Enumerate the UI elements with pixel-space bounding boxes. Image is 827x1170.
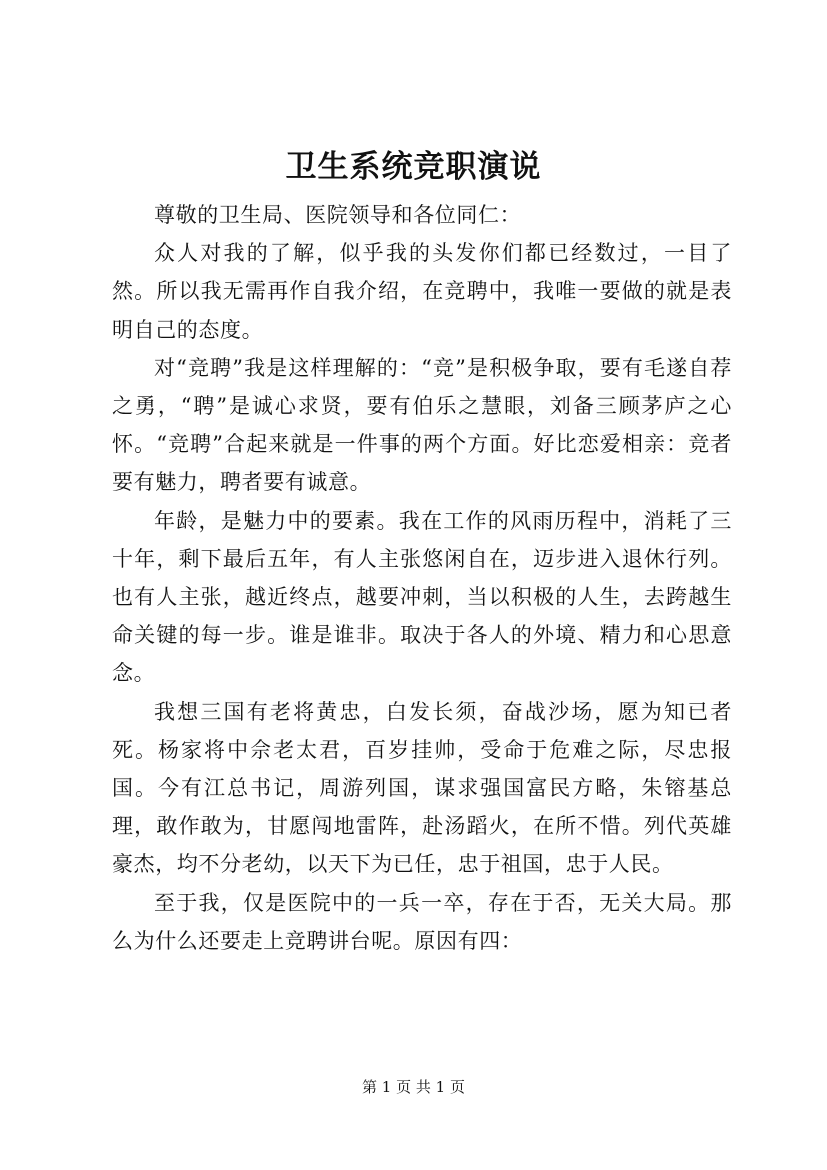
paragraph-age: 年龄，是魅力中的要素。我在工作的风雨历程中，消耗了三十年，剩下最后五年，有人主张悠闲自在，迈步进入退休行列。也有人主张，越近终点，越要冲刺，当以积极的人生，去跨越生命关键的每一步。谁是谁非。取决于各人的外境、精力和心思意念。	[112, 508, 732, 686]
paragraph-examples: 我想三国有老将黄忠，白发长须，奋战沙场，愿为知已者死。杨家将中佘老太君，百岁挂帅，受命于危难之际，尽忠报国。今有江总书记，周游列国，谋求强国富民方略，朱镕基总理，敢作敢为，甘愿闯地雷阵，赴汤蹈火，在所不惜。列代英雄豪杰，均不分老幼，以天下为已任，忠于祖国，忠于人民。	[112, 699, 732, 877]
page-footer: 第 1 页 共 1 页	[362, 1078, 465, 1096]
paragraph-salutation: 尊敬的卫生局、医院领导和各位同仁：	[154, 203, 522, 227]
paragraph-introduction: 众人对我的了解，似乎我的头发你们都已经数过，一目了然。所以我无需再作自我介绍，在竞聘中，我唯一要做的就是表明自己的态度。	[112, 241, 732, 342]
paragraph-understanding: 对“竞聘”我是这样理解的：“竞”是积极争取，要有毛遂自荐之勇，“聘”是诚心求贤，要有伯乐之慧眼，刘备三顾茅庐之心怀。“竞聘”合起来就是一件事的两个方面。好比恋爱相亲：竞者要有魅力，聘者要有诚意。	[112, 355, 732, 495]
paragraph-reasons: 至于我，仅是医院中的一兵一卒，存在于否，无关大局。那么为什么还要走上竞聘讲台呢。原因有四：	[112, 890, 732, 953]
document-title: 卫生系统竞职演说	[285, 149, 542, 185]
document-body	[112, 196, 732, 960]
